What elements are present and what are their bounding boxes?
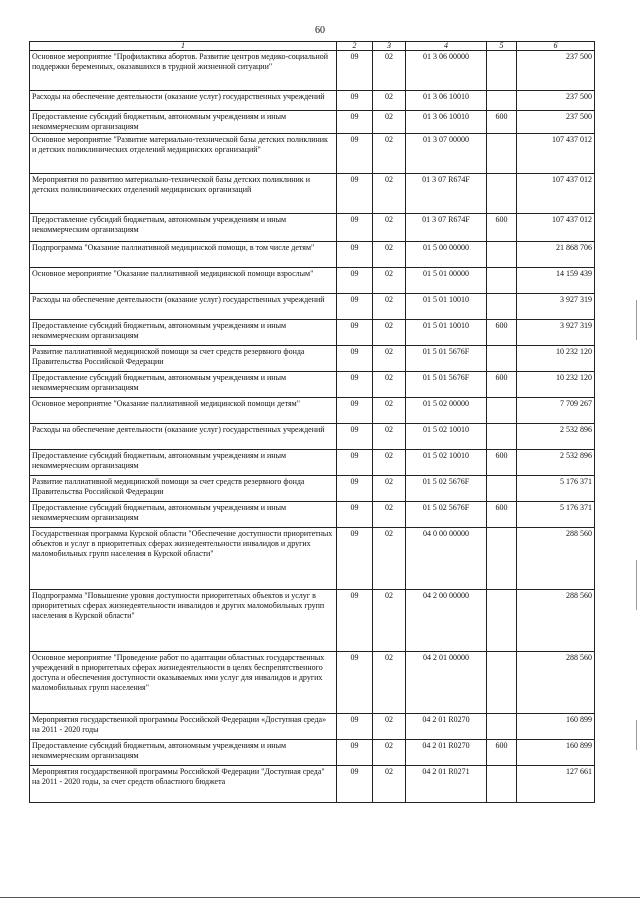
page-bottom-rule	[0, 897, 640, 898]
row-expense-type-cell	[487, 268, 517, 294]
row-subsection-cell: 02	[373, 766, 406, 803]
row-amount-cell: 127 661	[517, 766, 595, 803]
table-row	[30, 111, 595, 134]
row-name-cell: Предоставление субсидий бюджетным, автономным учреждениям и иным некоммерческим организациям	[30, 450, 337, 476]
row-target-code-cell: 04 0 00 00000	[406, 528, 487, 590]
row-amount-cell: 10 232 120	[517, 372, 595, 398]
row-target-code-cell: 01 3 06 00000	[406, 51, 487, 91]
table-row	[30, 398, 595, 424]
row-subsection-cell: 02	[373, 91, 406, 111]
table-row	[30, 590, 595, 652]
row-expense-type-cell	[487, 528, 517, 590]
row-amount-cell: 288 560	[517, 590, 595, 652]
row-expense-type-cell	[487, 91, 517, 111]
row-expense-type-cell	[487, 652, 517, 714]
table-row	[30, 346, 595, 372]
header-cell: 6	[517, 42, 595, 51]
row-amount-cell: 14 159 439	[517, 268, 595, 294]
row-section-cell: 09	[337, 51, 373, 91]
row-amount-cell: 7 709 267	[517, 398, 595, 424]
table-row	[30, 450, 595, 476]
row-subsection-cell: 02	[373, 652, 406, 714]
row-amount-cell: 2 532 896	[517, 450, 595, 476]
row-expense-type-cell: 600	[487, 214, 517, 242]
row-section-cell: 09	[337, 294, 373, 320]
row-section-cell: 09	[337, 590, 373, 652]
row-name-cell: Основное мероприятие "Оказание паллиативной медицинской помощи взрослым"	[30, 268, 337, 294]
header-cell: 4	[406, 42, 487, 51]
row-name-cell: Предоставление субсидий бюджетным, автономным учреждениям и иным некоммерческим организациям	[30, 214, 337, 242]
row-name-cell: Мероприятия государственной программы Российской Федерации «Доступная среда» на 2011 - 2020 годы	[30, 714, 337, 740]
row-target-code-cell: 01 5 02 5676F	[406, 476, 487, 502]
row-amount-cell: 160 899	[517, 740, 595, 766]
row-subsection-cell: 02	[373, 268, 406, 294]
row-subsection-cell: 02	[373, 134, 406, 174]
table-row	[30, 424, 595, 450]
row-amount-cell: 288 560	[517, 652, 595, 714]
table-row	[30, 268, 595, 294]
row-subsection-cell: 02	[373, 398, 406, 424]
row-section-cell: 09	[337, 91, 373, 111]
row-subsection-cell: 02	[373, 111, 406, 134]
budget-table	[29, 41, 595, 803]
row-name-cell: Предоставление субсидий бюджетным, автономным учреждениям и иным некоммерческим организациям	[30, 372, 337, 398]
row-amount-cell: 10 232 120	[517, 346, 595, 372]
table-row	[30, 174, 595, 214]
row-name-cell: Мероприятия государственной программы Российской Федерации "Доступная среда" на 2011 - 2020 годы, за счет средств областного бюджета	[30, 766, 337, 803]
row-expense-type-cell	[487, 174, 517, 214]
row-expense-type-cell	[487, 346, 517, 372]
row-expense-type-cell	[487, 590, 517, 652]
row-target-code-cell: 01 5 02 5676F	[406, 502, 487, 528]
row-amount-cell: 107 437 012	[517, 134, 595, 174]
row-section-cell: 09	[337, 242, 373, 268]
row-expense-type-cell	[487, 134, 517, 174]
row-expense-type-cell	[487, 398, 517, 424]
row-amount-cell: 2 532 896	[517, 424, 595, 450]
row-name-cell: Основное мероприятие "Развитие материально-технической базы детских поликлиник и детских поликлинических отделений медицинских организаций"	[30, 134, 337, 174]
row-target-code-cell: 01 3 07 R674F	[406, 174, 487, 214]
row-expense-type-cell	[487, 242, 517, 268]
row-name-cell: Предоставление субсидий бюджетным, автономным учреждениям и иным некоммерческим организациям	[30, 502, 337, 528]
row-name-cell: Расходы на обеспечение деятельности (оказание услуг) государственных учреждений	[30, 91, 337, 111]
row-target-code-cell: 01 5 02 10010	[406, 450, 487, 476]
row-target-code-cell: 01 3 07 R674F	[406, 214, 487, 242]
row-section-cell: 09	[337, 398, 373, 424]
row-amount-cell: 237 500	[517, 111, 595, 134]
row-target-code-cell: 01 3 07 00000	[406, 134, 487, 174]
row-expense-type-cell	[487, 424, 517, 450]
header-cell: 5	[487, 42, 517, 51]
row-amount-cell: 237 500	[517, 51, 595, 91]
table-row	[30, 242, 595, 268]
row-name-cell: Подпрограмма "Оказание паллиативной медицинской помощи, в том числе детям"	[30, 242, 337, 268]
row-section-cell: 09	[337, 652, 373, 714]
row-section-cell: 09	[337, 372, 373, 398]
row-amount-cell: 21 868 706	[517, 242, 595, 268]
table-row	[30, 91, 595, 111]
row-amount-cell: 107 437 012	[517, 214, 595, 242]
row-name-cell: Предоставление субсидий бюджетным, автономным учреждениям и иным некоммерческим организациям	[30, 111, 337, 134]
row-amount-cell: 160 899	[517, 714, 595, 740]
row-name-cell: Подпрограмма "Повышение уровня доступности приоритетных объектов и услуг в приоритетных сферах жизнедеятельности инвалидов и других маломобильных групп населения в Курской области"	[30, 590, 337, 652]
table-row	[30, 372, 595, 398]
scan-mark	[636, 720, 637, 750]
row-name-cell: Предоставление субсидий бюджетным, автономным учреждениям и иным некоммерческим организациям	[30, 320, 337, 346]
row-target-code-cell: 04 2 01 R0271	[406, 766, 487, 803]
scan-mark	[636, 300, 637, 340]
row-subsection-cell: 02	[373, 51, 406, 91]
row-section-cell: 09	[337, 740, 373, 766]
row-subsection-cell: 02	[373, 242, 406, 268]
row-target-code-cell: 01 5 01 10010	[406, 294, 487, 320]
table-row	[30, 214, 595, 242]
row-name-cell: Государственная программа Курской области "Обеспечение доступности приоритетных объектов и услуг в приоритетных сферах жизнедеятельности инвалидов и других маломобильных групп населения в Курской области"	[30, 528, 337, 590]
table-row	[30, 766, 595, 803]
row-name-cell: Предоставление субсидий бюджетным, автономным учреждениям и иным некоммерческим организациям	[30, 740, 337, 766]
row-name-cell: Расходы на обеспечение деятельности (оказание услуг) государственных учреждений	[30, 294, 337, 320]
row-target-code-cell: 04 2 01 R0270	[406, 714, 487, 740]
header-cell: 1	[30, 42, 337, 51]
row-target-code-cell: 01 5 01 5676F	[406, 372, 487, 398]
table-row	[30, 740, 595, 766]
row-name-cell: Основное мероприятие "Оказание паллиативной медицинской помощи детям"	[30, 398, 337, 424]
row-amount-cell: 107 437 012	[517, 174, 595, 214]
row-subsection-cell: 02	[373, 294, 406, 320]
row-subsection-cell: 02	[373, 714, 406, 740]
row-name-cell: Развитие паллиативной медицинской помощи за счет средств резервного фонда Правительства Российской Федерации	[30, 346, 337, 372]
row-section-cell: 09	[337, 174, 373, 214]
row-section-cell: 09	[337, 320, 373, 346]
row-name-cell: Мероприятия по развитию материально-технической базы детских поликлиник и детских поликлинических отделений медицинских организаций	[30, 174, 337, 214]
row-name-cell: Основное мероприятие "Проведение работ по адаптации областных государственных учреждений в приоритетных сферах жизнедеятельности в целях беспрепятственного доступа и обеспечения доступности оказываемых ими услуг для инвалидов и других маломобильных групп населения"	[30, 652, 337, 714]
row-subsection-cell: 02	[373, 346, 406, 372]
row-expense-type-cell	[487, 51, 517, 91]
page-number: 60	[315, 25, 325, 36]
row-target-code-cell: 01 5 00 00000	[406, 242, 487, 268]
row-subsection-cell: 02	[373, 590, 406, 652]
row-target-code-cell: 01 3 06 10010	[406, 91, 487, 111]
table-row	[30, 652, 595, 714]
row-subsection-cell: 02	[373, 450, 406, 476]
row-target-code-cell: 04 2 01 00000	[406, 652, 487, 714]
row-section-cell: 09	[337, 424, 373, 450]
table-row	[30, 528, 595, 590]
row-target-code-cell: 01 3 06 10010	[406, 111, 487, 134]
row-section-cell: 09	[337, 111, 373, 134]
row-amount-cell: 3 927 319	[517, 320, 595, 346]
row-subsection-cell: 02	[373, 476, 406, 502]
row-target-code-cell: 01 5 01 00000	[406, 268, 487, 294]
row-section-cell: 09	[337, 766, 373, 803]
row-subsection-cell: 02	[373, 740, 406, 766]
row-amount-cell: 5 176 371	[517, 502, 595, 528]
header-cell: 2	[337, 42, 373, 51]
row-target-code-cell: 01 5 02 10010	[406, 424, 487, 450]
table-row	[30, 502, 595, 528]
row-subsection-cell: 02	[373, 174, 406, 214]
table-row	[30, 294, 595, 320]
row-expense-type-cell	[487, 766, 517, 803]
row-name-cell: Расходы на обеспечение деятельности (оказание услуг) государственных учреждений	[30, 424, 337, 450]
row-subsection-cell: 02	[373, 502, 406, 528]
row-expense-type-cell: 600	[487, 740, 517, 766]
scan-mark	[636, 560, 637, 610]
row-subsection-cell: 02	[373, 214, 406, 242]
row-expense-type-cell	[487, 476, 517, 502]
table-header-row	[30, 42, 595, 51]
row-subsection-cell: 02	[373, 372, 406, 398]
row-name-cell: Развитие паллиативной медицинской помощи за счет средств резервного фонда Правительства Российской Федерации	[30, 476, 337, 502]
row-expense-type-cell: 600	[487, 111, 517, 134]
table-row	[30, 134, 595, 174]
header-cell: 3	[373, 42, 406, 51]
row-expense-type-cell	[487, 294, 517, 320]
row-expense-type-cell	[487, 714, 517, 740]
table-row	[30, 714, 595, 740]
row-section-cell: 09	[337, 528, 373, 590]
row-section-cell: 09	[337, 268, 373, 294]
row-expense-type-cell: 600	[487, 502, 517, 528]
row-subsection-cell: 02	[373, 320, 406, 346]
table-row	[30, 320, 595, 346]
row-section-cell: 09	[337, 450, 373, 476]
row-section-cell: 09	[337, 502, 373, 528]
row-amount-cell: 288 560	[517, 528, 595, 590]
row-name-cell: Основное мероприятие "Профилактика абортов. Развитие центров медико-социальной поддержки беременных, оказавшихся в трудной жизненной ситуации"	[30, 51, 337, 91]
row-target-code-cell: 04 2 01 R0270	[406, 740, 487, 766]
row-target-code-cell: 01 5 01 5676F	[406, 346, 487, 372]
row-section-cell: 09	[337, 346, 373, 372]
row-section-cell: 09	[337, 214, 373, 242]
row-section-cell: 09	[337, 476, 373, 502]
row-section-cell: 09	[337, 134, 373, 174]
row-amount-cell: 237 500	[517, 91, 595, 111]
row-expense-type-cell: 600	[487, 320, 517, 346]
row-target-code-cell: 04 2 00 00000	[406, 590, 487, 652]
row-expense-type-cell: 600	[487, 372, 517, 398]
table-row	[30, 51, 595, 91]
row-amount-cell: 3 927 319	[517, 294, 595, 320]
row-target-code-cell: 01 5 02 00000	[406, 398, 487, 424]
row-subsection-cell: 02	[373, 528, 406, 590]
row-target-code-cell: 01 5 01 10010	[406, 320, 487, 346]
row-expense-type-cell: 600	[487, 450, 517, 476]
row-subsection-cell: 02	[373, 424, 406, 450]
row-amount-cell: 5 176 371	[517, 476, 595, 502]
table-row	[30, 476, 595, 502]
row-section-cell: 09	[337, 714, 373, 740]
